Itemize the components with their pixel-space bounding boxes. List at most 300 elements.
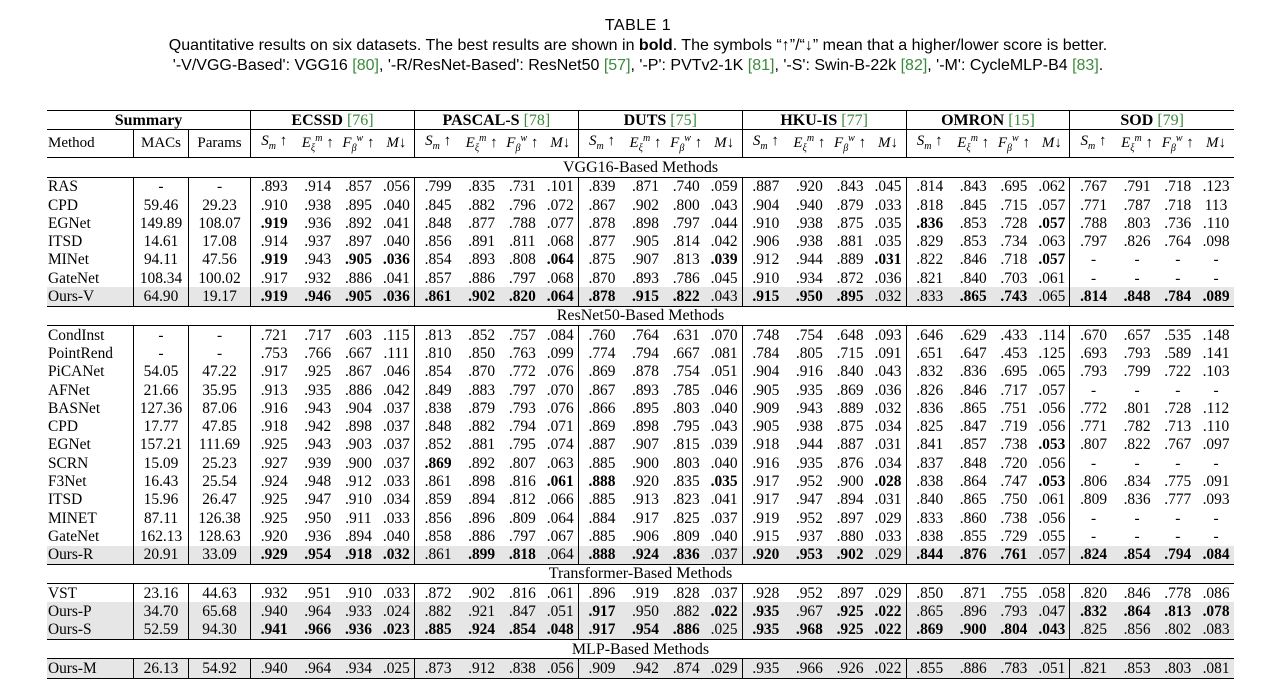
metric-cell: .878 — [632, 363, 659, 381]
metric-cell: .833 — [906, 287, 953, 306]
best-value: .915 — [632, 288, 659, 306]
params-cell: 17.08 — [202, 233, 237, 251]
metric-cell — [578, 602, 625, 620]
metric-cell — [789, 621, 830, 640]
metric-cell: .877 — [468, 214, 496, 232]
best-value: .918 — [344, 546, 372, 564]
best-value: .924 — [468, 621, 496, 639]
metric-cell: .029 — [707, 659, 743, 678]
metric-cell: .718 — [1157, 177, 1198, 196]
metric-cell: .935 — [795, 454, 823, 472]
metric-cell: .936 — [304, 527, 332, 545]
best-value: .925 — [836, 603, 864, 621]
metric-cell: .910 — [338, 584, 379, 603]
metric-cell: .893 — [632, 269, 659, 287]
metric-cell: .033 — [874, 527, 902, 545]
metric-cell: .807 — [508, 454, 536, 472]
params-cell: 87.06 — [202, 399, 237, 417]
macs-cell: 34.70 — [134, 602, 189, 620]
metric-cell: .872 — [836, 269, 864, 287]
metric-cell: .873 — [414, 659, 461, 678]
metric-cell: .910 — [742, 214, 789, 232]
best-value: .031 — [874, 251, 902, 269]
metric-cell: .898 — [344, 418, 372, 436]
metric-cell: .952 — [795, 472, 823, 490]
metric-cell: .825 — [906, 417, 953, 435]
metric-cell — [502, 546, 543, 565]
caption-citation: [80] — [352, 57, 379, 74]
metric-cell: .882 — [414, 602, 461, 620]
best-value: .836 — [916, 214, 944, 232]
s-measure-header: $S_m$ ↑ — [742, 130, 789, 158]
metric-cell: - — [1175, 454, 1181, 472]
metric-cell: .927 — [251, 454, 298, 472]
metric-cell: .879 — [468, 399, 496, 417]
metric-cell: .914 — [297, 177, 338, 196]
metric-cell — [830, 287, 871, 306]
metric-cell — [1157, 546, 1198, 565]
table-row — [47, 417, 1234, 435]
metric-cell — [666, 287, 707, 306]
method-header: Method — [47, 130, 134, 158]
metric-cell: .934 — [795, 269, 823, 287]
metric-cell: .838 — [906, 527, 953, 545]
metric-cell: .064 — [546, 509, 574, 527]
section-title: Transformer-Based Methods — [47, 564, 1234, 583]
metric-cell: .910 — [344, 491, 372, 509]
macs-cell: 157.21 — [134, 436, 189, 454]
metric-cell: .835 — [461, 177, 502, 196]
metric-cell: .850 — [468, 344, 496, 362]
metric-cell: .788 — [508, 214, 536, 232]
metric-cell: - — [1134, 454, 1140, 472]
metric-cell: .869 — [578, 417, 625, 435]
metric-cell: .072 — [546, 196, 574, 214]
metric-cell — [543, 251, 579, 269]
metric-cell: .891 — [468, 233, 496, 251]
metric-cell: .041 — [710, 491, 738, 509]
metric-cell: .793 — [1070, 363, 1117, 381]
metric-cell: .886 — [344, 269, 372, 287]
metric-cell: .943 — [304, 251, 332, 269]
metric-cell: .848 — [959, 454, 987, 472]
metric-cell: .086 — [1198, 584, 1234, 603]
metric-cell: .033 — [379, 584, 415, 603]
metric-cell: - — [1134, 509, 1140, 527]
metric-cell: .826 — [1123, 233, 1151, 251]
metric-cell: - — [1070, 527, 1117, 545]
metric-cell: .910 — [742, 269, 789, 287]
best-value: .844 — [916, 546, 944, 564]
header-row-groups — [47, 111, 1234, 130]
best-value: .824 — [1080, 546, 1108, 564]
metric-cell: .820 — [1070, 584, 1117, 603]
metric-cell: .031 — [874, 491, 902, 509]
metric-cell: - — [1134, 251, 1140, 269]
metric-cell — [953, 546, 994, 565]
metric-cell: .845 — [414, 196, 461, 214]
metric-cell: .947 — [795, 491, 823, 509]
metric-cell: .934 — [338, 659, 379, 678]
metric-cell: .882 — [666, 602, 707, 620]
metric-cell: .925 — [251, 436, 298, 454]
metric-cell: .896 — [953, 602, 994, 620]
best-value: .861 — [424, 288, 452, 306]
table-row — [47, 602, 1234, 620]
metric-cell: .040 — [382, 527, 410, 545]
metric-cell: .855 — [959, 527, 987, 545]
section-header-row — [47, 564, 1234, 583]
metric-cell: .938 — [304, 196, 332, 214]
metric-cell: - — [1134, 381, 1140, 399]
metric-cell: .795 — [672, 418, 700, 436]
metric-cell: .900 — [836, 472, 864, 490]
metric-cell: - — [1175, 381, 1181, 399]
metric-cell: .771 — [1070, 196, 1117, 214]
metric-cell — [953, 287, 994, 306]
metric-cell: .767 — [1070, 177, 1117, 196]
metric-cell — [666, 621, 707, 640]
metric-cell: .887 — [578, 436, 625, 454]
metric-cell — [1070, 602, 1117, 620]
metric-cell: .037 — [382, 418, 410, 436]
best-value: .761 — [1000, 546, 1028, 564]
best-value: .888 — [588, 546, 616, 564]
metric-cell: .857 — [959, 436, 987, 454]
metric-cell: .740 — [666, 177, 707, 196]
best-value: .946 — [304, 288, 332, 306]
metric-cell: .025 — [379, 659, 415, 678]
method-cell: PiCANet — [47, 363, 134, 381]
metric-cell: .772 — [1070, 399, 1117, 417]
method-cell: F3Net — [47, 472, 134, 490]
metric-cell: .791 — [1117, 177, 1158, 196]
metric-cell: .905 — [742, 381, 789, 399]
method-cell: MINet — [47, 251, 134, 269]
macs-cell: - — [134, 344, 189, 362]
metric-cell: .648 — [830, 325, 871, 344]
metric-cell: .755 — [994, 584, 1035, 603]
metric-cell — [830, 602, 871, 620]
e-measure-header: $E_\xi^m$ ↑ — [957, 133, 990, 155]
metric-cell: .024 — [379, 602, 415, 620]
metric-cell: .814 — [906, 177, 953, 196]
metric-cell: .797 — [672, 214, 700, 232]
metric-cell: .091 — [874, 344, 902, 362]
metric-cell: .917 — [251, 269, 298, 287]
metric-cell — [830, 621, 871, 640]
metric-cell — [625, 621, 666, 640]
metric-cell: .886 — [953, 659, 994, 678]
metric-cell: .877 — [578, 232, 625, 250]
metric-cell — [1034, 251, 1070, 269]
metric-cell: .657 — [1117, 325, 1158, 344]
metric-cell: .869 — [578, 363, 625, 381]
metric-cell: .940 — [251, 659, 298, 678]
metric-cell: - — [1175, 509, 1181, 527]
metric-cell — [251, 621, 298, 640]
metric-cell — [502, 621, 543, 640]
caption-line-2 — [0, 56, 1276, 76]
f-measure-header: $F_\beta^w$ ↑ — [1161, 133, 1194, 155]
metric-cell: .912 — [461, 659, 502, 678]
best-value: .966 — [304, 621, 332, 639]
method-cell: ITSD — [47, 232, 134, 250]
best-value: .929 — [260, 546, 288, 564]
best-value: .023 — [382, 621, 410, 639]
metric-cell: .920 — [632, 472, 659, 490]
metric-cell: .853 — [1117, 659, 1158, 678]
metric-cell: .845 — [959, 196, 987, 214]
metric-cell: .713 — [1164, 418, 1192, 436]
metric-cell: .948 — [304, 472, 332, 490]
metric-cell: .874 — [666, 659, 707, 678]
metric-cell: .889 — [836, 251, 864, 269]
metric-cell — [830, 546, 871, 565]
table-row — [47, 527, 1234, 545]
metric-cell: .920 — [251, 527, 298, 545]
table-row — [47, 363, 1234, 381]
metric-cell: .835 — [672, 472, 700, 490]
metric-cell: .057 — [1038, 196, 1066, 214]
metric-cell: .778 — [1157, 584, 1198, 603]
params-cell: 26.47 — [202, 491, 237, 509]
metric-cell: .729 — [1000, 527, 1028, 545]
dataset-header — [1070, 111, 1234, 130]
metric-cell: .932 — [251, 584, 298, 603]
metric-cell: .754 — [672, 363, 700, 381]
metric-cell: .905 — [742, 417, 789, 435]
table-row — [47, 325, 1234, 344]
metric-cell: .718 — [1164, 196, 1192, 214]
macs-header: MACs — [134, 130, 189, 158]
table-row — [47, 509, 1234, 527]
best-value: .814 — [1080, 288, 1108, 306]
metric-cell: .722 — [1164, 363, 1192, 381]
metric-cell: .794 — [632, 344, 659, 362]
table-row — [47, 232, 1234, 250]
metric-cell: .784 — [742, 344, 789, 362]
best-value: .878 — [588, 288, 616, 306]
metric-cell: .811 — [509, 233, 536, 251]
f-measure-header: $F_\beta^w$ ↑ — [670, 133, 703, 155]
metric-cell: - — [1213, 509, 1219, 527]
metric-cell: .766 — [304, 344, 332, 362]
metric-cell: - — [1213, 454, 1219, 472]
params-cell: 47.85 — [202, 418, 237, 436]
metric-cell: .881 — [468, 436, 496, 454]
metric-cell — [789, 287, 830, 306]
params-cell: 100.02 — [198, 269, 241, 287]
metric-cell: .731 — [502, 177, 543, 196]
metric-cell — [578, 287, 625, 306]
caption-text: , '-M': CycleMLP-B4 — [927, 57, 1073, 74]
metric-cell: .895 — [344, 196, 372, 214]
best-value: .869 — [424, 454, 452, 472]
metric-cell: - — [1070, 509, 1117, 527]
macs-cell: 14.61 — [134, 232, 189, 250]
best-value: .935 — [752, 603, 780, 621]
method-cell: GateNet — [47, 527, 134, 545]
metric-cell: .875 — [578, 251, 625, 269]
metric-cell: .846 — [959, 251, 987, 269]
metric-cell — [297, 621, 338, 640]
metric-cell: .856 — [414, 509, 461, 527]
header-row-metrics — [47, 130, 1234, 158]
metric-cell: .910 — [251, 196, 298, 214]
metric-cell: - — [1213, 269, 1219, 287]
best-value: .061 — [546, 472, 574, 490]
dataset-citation: [78] — [523, 111, 551, 129]
metric-cell — [994, 546, 1035, 565]
metric-cell: .081 — [1198, 659, 1234, 678]
metric-cell: - — [1175, 251, 1181, 269]
metric-cell — [461, 546, 502, 565]
metric-cell: .081 — [710, 344, 738, 362]
summary-header: Summary — [47, 111, 251, 130]
macs-cell: 87.11 — [134, 509, 189, 527]
metric-cell: .651 — [906, 344, 953, 362]
metric-cell: .871 — [625, 177, 666, 196]
best-value: .043 — [1038, 621, 1066, 639]
dataset-header — [251, 111, 415, 130]
metric-cell: .040 — [382, 196, 410, 214]
best-value: .886 — [672, 621, 700, 639]
metric-cell: .808 — [508, 251, 536, 269]
method-cell: Ours-R — [47, 546, 134, 565]
metric-cell — [625, 287, 666, 306]
params-cell: 126.38 — [198, 509, 241, 527]
metric-cell: .887 — [742, 177, 789, 196]
metric-cell — [1157, 602, 1198, 620]
metric-cell: .967 — [789, 602, 830, 620]
best-value: .920 — [752, 546, 780, 564]
metric-cell: .764 — [1164, 233, 1192, 251]
table-row — [47, 436, 1234, 454]
metric-cell: .803 — [672, 399, 700, 417]
best-value: .064 — [546, 288, 574, 306]
macs-cell: 149.89 — [134, 214, 189, 232]
metric-cell: .785 — [672, 381, 700, 399]
metric-cell: .064 — [543, 546, 579, 565]
metric-cell: .904 — [344, 399, 372, 417]
metric-cell: .066 — [546, 491, 574, 509]
dataset-name: DUTS — [623, 111, 671, 129]
metric-cell: .843 — [830, 177, 871, 196]
metric-cell: .856 — [1117, 621, 1158, 640]
metric-cell — [1070, 546, 1117, 565]
metric-cell: .056 — [379, 177, 415, 196]
e-measure-header: $E_\xi^m$ ↑ — [793, 133, 826, 155]
metric-cell — [906, 621, 953, 640]
metric-cell: .848 — [414, 214, 461, 232]
best-value: .035 — [710, 472, 738, 490]
metric-cell: .034 — [874, 418, 902, 436]
metric-cell: .589 — [1164, 344, 1192, 362]
metric-cell: .828 — [666, 584, 707, 603]
metric-cell: .928 — [742, 584, 789, 603]
metric-cell — [578, 621, 625, 640]
metric-cell — [789, 546, 830, 565]
metric-cell: .859 — [414, 491, 461, 509]
metric-cell: .818 — [906, 196, 953, 214]
metric-cell — [1034, 621, 1070, 640]
metric-cell: .040 — [382, 233, 410, 251]
metric-cell: .925 — [251, 491, 298, 509]
metric-cell: .896 — [578, 584, 625, 603]
metric-cell: .918 — [251, 417, 298, 435]
metric-cell: .801 — [1123, 399, 1151, 417]
metric-cell: .786 — [672, 269, 700, 287]
metric-cell: .840 — [836, 363, 864, 381]
metric-cell: .937 — [795, 527, 823, 545]
metric-cell: .943 — [304, 399, 332, 417]
metric-cell: .898 — [632, 418, 659, 436]
metric-cell: .870 — [578, 269, 625, 287]
metric-cell: .695 — [1000, 363, 1028, 381]
f-measure-header: $F_\beta^w$ ↑ — [342, 133, 375, 155]
metric-cell: .070 — [707, 325, 743, 344]
params-cell: 128.63 — [198, 527, 241, 545]
metric-cell: .920 — [789, 177, 830, 196]
metric-cell: .904 — [742, 196, 789, 214]
s-measure-header: $S_m$ ↑ — [251, 130, 298, 158]
metric-cell — [543, 472, 579, 490]
metric-cell: .829 — [906, 232, 953, 250]
mae-header: M↓ — [714, 135, 735, 152]
best-value: .895 — [836, 288, 864, 306]
metric-cell: .947 — [304, 491, 332, 509]
table-row — [47, 381, 1234, 399]
best-value: .836 — [672, 546, 700, 564]
metric-cell: .882 — [468, 196, 496, 214]
best-value: .905 — [344, 251, 372, 269]
metric-cell: .799 — [1123, 363, 1151, 381]
metric-cell: .847 — [502, 602, 543, 620]
metric-cell — [1070, 287, 1117, 306]
metric-cell: .909 — [578, 659, 625, 678]
metric-cell: .101 — [543, 177, 579, 196]
e-measure-header: $E_\xi^m$ ↑ — [1121, 133, 1154, 155]
metric-cell: .056 — [1038, 454, 1066, 472]
metric-cell: .904 — [742, 363, 789, 381]
metric-cell: .839 — [578, 177, 625, 196]
metric-cell — [461, 287, 502, 306]
section-header-row — [47, 640, 1234, 659]
metric-cell: .433 — [994, 325, 1035, 344]
metric-cell: .886 — [344, 381, 372, 399]
best-value: .036 — [382, 251, 410, 269]
metric-cell — [906, 214, 953, 232]
metric-cell: .767 — [1164, 436, 1192, 454]
caption-text: '-V/VGG-Based': VGG16 — [172, 57, 353, 74]
metric-cell — [742, 546, 789, 565]
metric-cell: .889 — [836, 399, 864, 417]
f-measure-header: $F_\beta^w$ ↑ — [997, 133, 1030, 155]
metric-cell: .938 — [795, 214, 823, 232]
best-value: .022 — [874, 621, 902, 639]
metric-cell — [251, 251, 298, 269]
method-cell: VST — [47, 584, 134, 603]
section-header-row — [47, 158, 1234, 177]
metric-cell: .148 — [1198, 325, 1234, 344]
metric-cell: .881 — [836, 233, 864, 251]
section-title: MLP-Based Methods — [47, 640, 1234, 659]
dataset-citation: [79] — [1157, 111, 1184, 129]
table-row — [47, 269, 1234, 287]
best-value: .869 — [916, 621, 944, 639]
dataset-name: PASCAL-S — [442, 111, 524, 129]
